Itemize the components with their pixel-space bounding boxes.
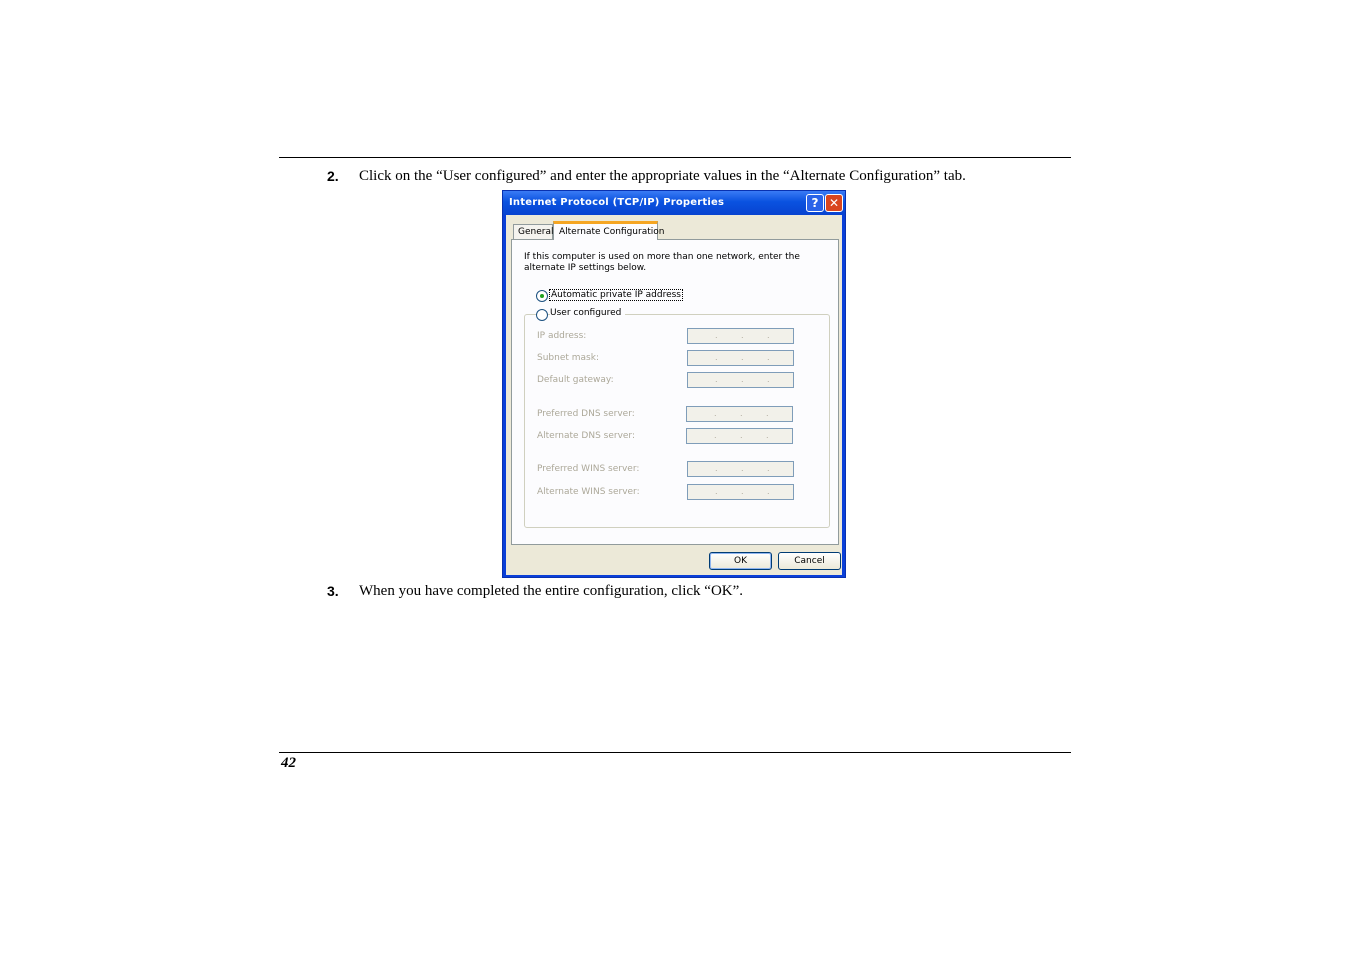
close-button[interactable] bbox=[825, 194, 843, 212]
title-bar[interactable] bbox=[503, 191, 845, 215]
help-icon: ? bbox=[811, 196, 819, 210]
close-icon: ✕ bbox=[828, 196, 840, 210]
tab-alternate-configuration[interactable]: Alternate Configuration bbox=[553, 221, 658, 240]
bottom-rule bbox=[279, 752, 1071, 753]
dialog-client bbox=[506, 215, 842, 575]
step-text: Click on the “User configured” and enter the appropriate values in the “Alternate Configuration” tab. bbox=[359, 168, 966, 184]
alternate-wins-label: Alternate WINS server: bbox=[537, 487, 640, 497]
preferred-dns-field[interactable]: . . . bbox=[686, 406, 793, 422]
alternate-dns-label: Alternate DNS server: bbox=[537, 431, 636, 441]
alternate-wins-field[interactable]: . . . bbox=[687, 484, 794, 500]
default-gateway-field[interactable]: . . . bbox=[687, 372, 794, 388]
user-configured-label[interactable]: User configured bbox=[550, 308, 625, 318]
step-number: 3. bbox=[327, 583, 339, 599]
default-gateway-label: Default gateway: bbox=[537, 375, 614, 385]
preferred-wins-field[interactable]: . . . bbox=[687, 461, 794, 477]
page-number: 42 bbox=[281, 755, 296, 771]
tcpip-properties-dialog bbox=[502, 190, 846, 578]
description-text: If this computer is used on more than one network, enter the alternate IP settings below. bbox=[524, 252, 800, 273]
preferred-wins-label: Preferred WINS server: bbox=[537, 464, 640, 474]
top-rule bbox=[279, 157, 1071, 158]
preferred-dns-label: Preferred DNS server: bbox=[537, 409, 635, 419]
radio-selected-dot bbox=[540, 294, 544, 298]
cancel-button[interactable]: Cancel bbox=[778, 552, 841, 570]
tab-panel bbox=[511, 239, 839, 545]
tab-general[interactable]: General bbox=[513, 224, 553, 239]
step-text: When you have completed the entire configuration, click “OK”. bbox=[359, 583, 744, 599]
help-button[interactable] bbox=[806, 194, 824, 212]
step-number: 2. bbox=[327, 168, 339, 184]
automatic-ip-label[interactable]: Automatic private IP address bbox=[551, 290, 681, 300]
subnet-mask-field[interactable]: . . . bbox=[687, 350, 794, 366]
ip-address-field[interactable]: . . . bbox=[687, 328, 794, 344]
automatic-ip-radio[interactable] bbox=[536, 290, 548, 302]
subnet-mask-label: Subnet mask: bbox=[537, 353, 599, 363]
dialog-title: Internet Protocol (TCP/IP) Properties bbox=[509, 197, 725, 208]
ok-button[interactable]: OK bbox=[709, 552, 772, 570]
ip-address-label: IP address: bbox=[537, 331, 587, 341]
user-configured-radio[interactable] bbox=[536, 309, 548, 321]
alternate-dns-field[interactable]: . . . bbox=[686, 428, 793, 444]
